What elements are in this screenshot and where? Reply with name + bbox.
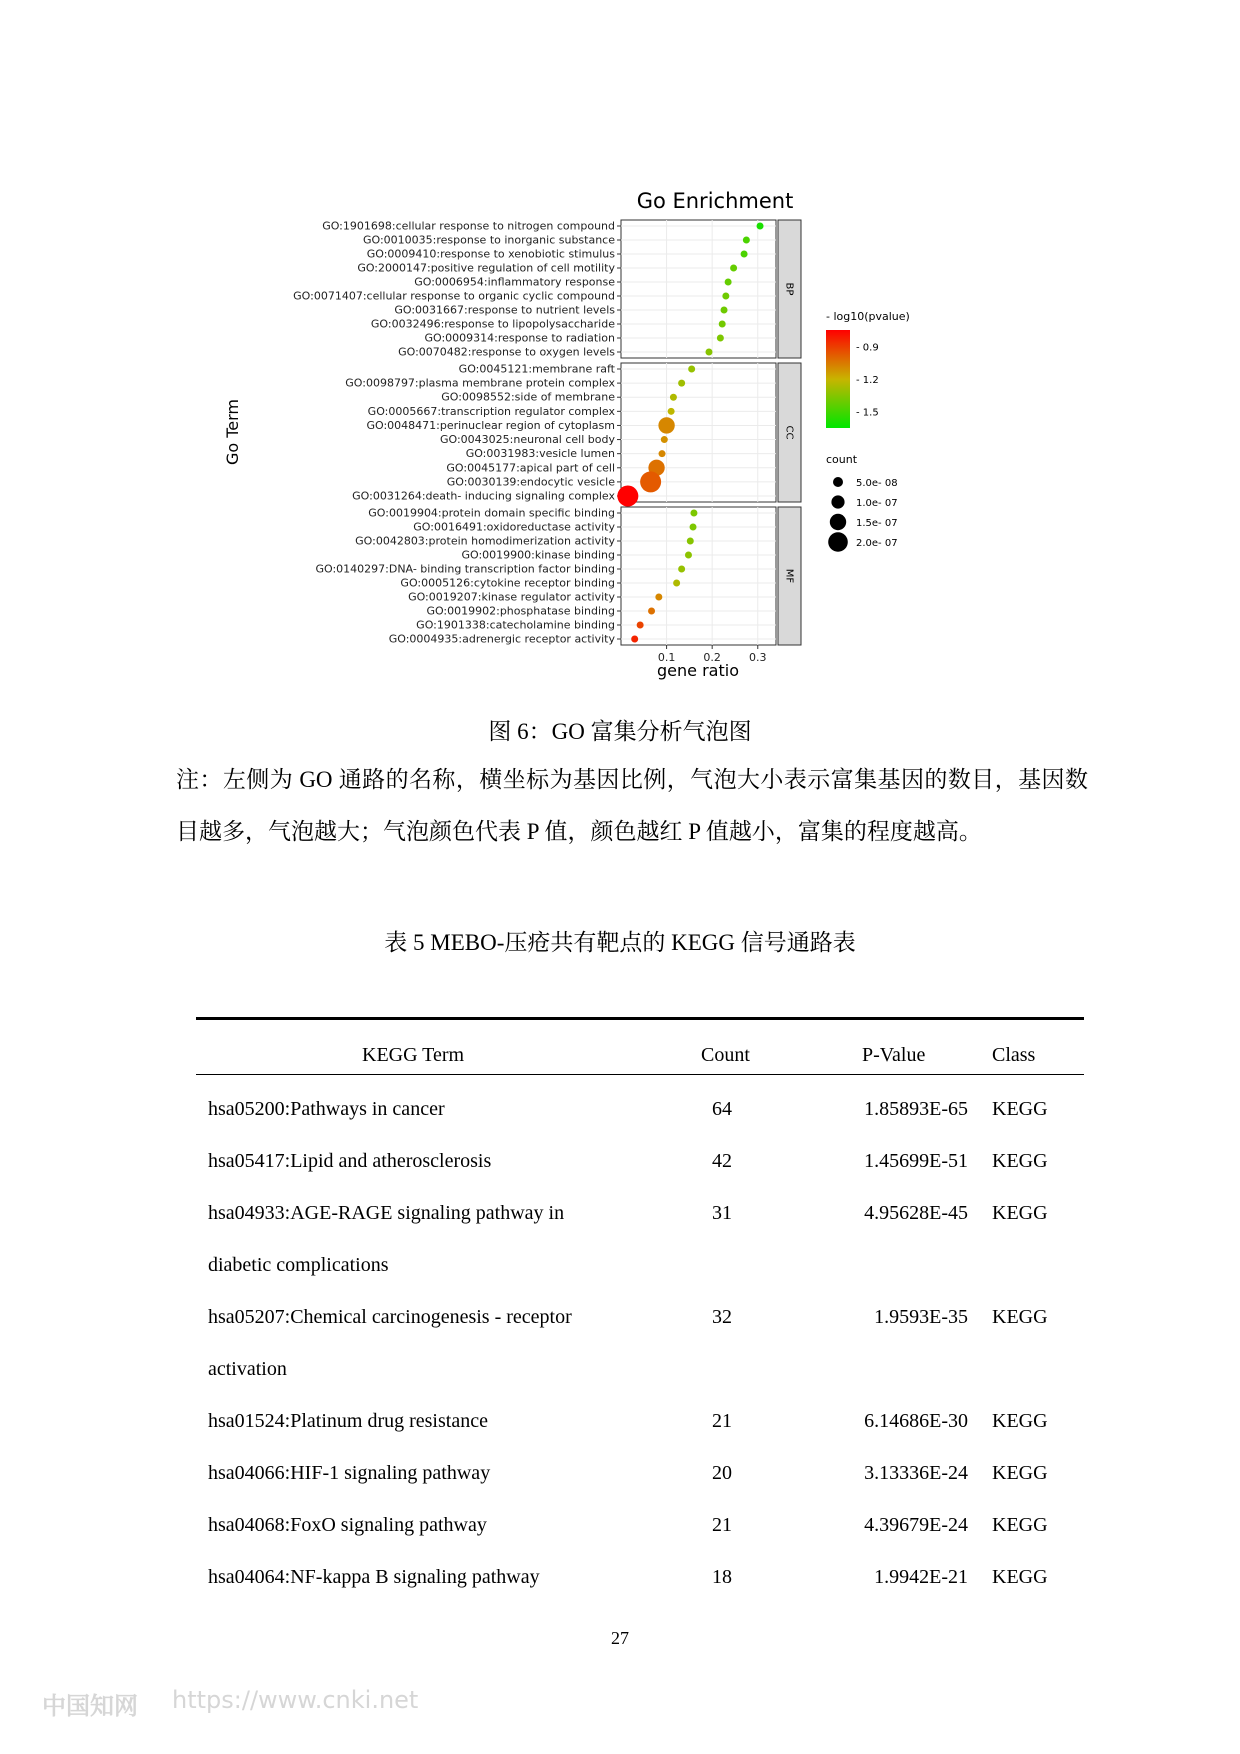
- table-cell-class: KEGG: [992, 1514, 1048, 1536]
- table-cell-pvalue: 6.14686E-30: [864, 1410, 968, 1432]
- bubble-point: [658, 417, 674, 433]
- facet-label: BP: [783, 282, 795, 296]
- bubble-point: [617, 486, 638, 507]
- table-cell-term: hsa05417:Lipid and atherosclerosis: [208, 1150, 492, 1172]
- table-cell-pvalue: 1.85893E-65: [864, 1098, 968, 1120]
- go-term-label: GO:0019904:protein domain specific binding: [368, 506, 615, 520]
- table-cell-term-cont: diabetic complications: [208, 1254, 389, 1276]
- bubble-point: [687, 538, 694, 545]
- bubble-point: [705, 349, 712, 356]
- table-cell-term: hsa04064:NF-kappa B signaling pathway: [208, 1566, 540, 1588]
- go-term-label: GO:0016491:oxidoreductase activity: [413, 520, 615, 534]
- page-number: 27: [611, 1628, 629, 1648]
- table-top-rule: [196, 1017, 1084, 1020]
- go-term-label: GO:0019900:kinase binding: [461, 548, 615, 562]
- x-tick-label: 0.1: [657, 651, 676, 664]
- bubble-point: [631, 636, 638, 643]
- go-term-label: GO:0140297:DNA- binding transcription factor binding: [315, 562, 615, 576]
- watermark-url: https://www.cnki.net: [172, 1686, 419, 1714]
- go-term-label: GO:0019902:phosphatase binding: [426, 604, 615, 618]
- bubble-point: [673, 580, 680, 587]
- bubble-point: [685, 552, 692, 559]
- size-legend-point: [828, 532, 848, 552]
- table-cell-count: 20: [712, 1462, 732, 1484]
- x-tick-label: 0.3: [749, 651, 767, 664]
- color-legend-bar: [826, 330, 850, 428]
- color-legend-tick: - 1.2: [856, 375, 879, 386]
- go-term-label: GO:0098797:plasma membrane protein complex: [345, 376, 615, 390]
- table-title: 表 5 MEBO-压疮共有靶点的 KEGG 信号通路表: [384, 930, 856, 955]
- table-cell-term: hsa01524:Platinum drug resistance: [208, 1410, 488, 1432]
- table-cell-count: 32: [712, 1306, 732, 1328]
- bubble-point: [637, 622, 644, 629]
- figure-note: 注：左侧为 GO 通路的名称，横坐标为基因比例，气泡大小表示富集基因的数目，基因数目越多，气泡越大；气泡颜色代表 P 值，颜色越红 P 值越小，富集的程度越高。: [176, 767, 1088, 844]
- table-cell-term: hsa04068:FoxO signaling pathway: [208, 1514, 487, 1536]
- size-legend-point: [830, 514, 846, 530]
- bubble-point: [757, 223, 764, 230]
- color-legend-tick: - 1.5: [856, 407, 879, 419]
- facet-label: MF: [783, 568, 795, 584]
- color-legend-title: - log10(pvalue): [826, 310, 910, 323]
- go-term-label: GO:0098552:side of membrane: [441, 390, 615, 404]
- size-legend-label: 2.0e- 07: [856, 538, 898, 549]
- go-term-label: GO:1901338:catecholamine binding: [416, 618, 615, 632]
- go-term-label: GO:0045177:apical part of cell: [446, 461, 615, 475]
- table-cell-class: KEGG: [992, 1566, 1048, 1588]
- table-cell-count: 31: [712, 1202, 732, 1224]
- go-term-label: GO:0006954:inflammatory response: [414, 275, 615, 289]
- table-cell-term: hsa04066:HIF-1 signaling pathway: [208, 1462, 491, 1484]
- table-header-rule: [196, 1074, 1084, 1075]
- go-term-label: GO:0043025:neuronal cell body: [439, 433, 615, 447]
- go-term-label: GO:0009410:response to xenobiotic stimulus: [366, 247, 615, 261]
- table-cell-pvalue: 1.9593E-35: [874, 1306, 968, 1328]
- table-cell-count: 18: [712, 1566, 732, 1588]
- table-cell-pvalue: 3.13336E-24: [864, 1462, 968, 1484]
- go-enrichment-bubble-chart: [0, 0, 1240, 690]
- go-term-label: GO:0031983:vesicle lumen: [465, 447, 615, 461]
- go-term-label: GO:0009314:response to radiation: [424, 331, 615, 345]
- table-cell-class: KEGG: [992, 1202, 1048, 1224]
- bubble-point: [719, 321, 726, 328]
- table-cell-class: KEGG: [992, 1306, 1048, 1328]
- size-legend-title: count: [826, 453, 858, 466]
- bubble-point: [730, 265, 737, 272]
- go-term-label: GO:0045121:membrane raft: [458, 362, 615, 376]
- table-cell-pvalue: 4.95628E-45: [864, 1202, 968, 1224]
- size-legend-label: 1.5e- 07: [856, 518, 898, 529]
- watermark-brand: 中国知网: [42, 1692, 138, 1720]
- table-cell-count: 42: [712, 1150, 732, 1172]
- go-term-label: GO:0010035:response to inorganic substance: [362, 233, 615, 247]
- table-cell-count: 21: [712, 1514, 732, 1536]
- go-term-label: GO:0071407:cellular response to organic cyclic compound: [293, 289, 615, 303]
- table-cell-pvalue: 1.45699E-51: [864, 1150, 968, 1172]
- bubble-point: [688, 366, 695, 373]
- bubble-point: [670, 394, 677, 401]
- bubble-point: [678, 566, 685, 573]
- header-kegg-term: KEGG Term: [362, 1044, 465, 1066]
- go-term-label: GO:0042803:protein homodimerization activity: [355, 534, 615, 548]
- table-cell-term-cont: activation: [208, 1358, 287, 1380]
- bubble-point: [721, 307, 728, 314]
- bubble-point: [690, 524, 697, 531]
- table-cell-term: hsa04933:AGE-RAGE signaling pathway in: [208, 1202, 565, 1224]
- bubble-point: [690, 510, 697, 517]
- go-term-label: GO:2000147:positive regulation of cell motility: [357, 261, 615, 275]
- go-term-label: GO:0031667:response to nutrient levels: [394, 303, 615, 317]
- facet-panel-bp: [621, 220, 776, 358]
- size-legend-point: [831, 495, 844, 508]
- bubble-point: [668, 408, 675, 415]
- chart-title: Go Enrichment: [636, 189, 794, 213]
- table-cell-class: KEGG: [992, 1150, 1048, 1172]
- table-cell-pvalue: 1.9942E-21: [874, 1566, 968, 1588]
- header-class: Class: [992, 1044, 1036, 1066]
- go-term-label: GO:0019207:kinase regulator activity: [408, 590, 615, 604]
- table-cell-term: hsa05207:Chemical carcinogenesis - receptor: [208, 1306, 572, 1328]
- bubble-point: [722, 293, 729, 300]
- size-legend-label: 1.0e- 07: [856, 498, 898, 509]
- go-term-label: GO:0005667:transcription regulator complex: [367, 404, 615, 418]
- bubble-point: [717, 335, 724, 342]
- go-term-label: GO:0005126:cytokine receptor binding: [400, 576, 615, 590]
- go-term-label: GO:0048471:perinuclear region of cytoplasm: [366, 418, 615, 432]
- x-axis-label: gene ratio: [657, 661, 739, 680]
- table-cell-pvalue: 4.39679E-24: [864, 1514, 968, 1536]
- facet-panel-mf: [621, 507, 776, 645]
- go-term-label: GO:0032496:response to lipopolysaccharide: [370, 317, 615, 331]
- table-cell-count: 21: [712, 1410, 732, 1432]
- color-legend-tick: - 0.9: [856, 342, 879, 354]
- go-term-label: GO:0030139:endocytic vesicle: [446, 475, 615, 489]
- header-pvalue: P-Value: [862, 1044, 926, 1066]
- y-axis-label: Go Term: [223, 398, 242, 466]
- bubble-point: [659, 450, 666, 457]
- bubble-point: [661, 436, 668, 443]
- bubble-point: [743, 237, 750, 244]
- go-term-label: GO:0031264:death- inducing signaling complex: [352, 489, 615, 503]
- x-tick-label: 0.2: [703, 651, 721, 664]
- size-legend-label: 5.0e- 08: [856, 478, 898, 489]
- go-term-label: GO:0070482:response to oxygen levels: [398, 345, 615, 359]
- size-legend-point: [833, 477, 843, 487]
- bubble-point: [678, 380, 685, 387]
- table-cell-class: KEGG: [992, 1410, 1048, 1432]
- bubble-point: [655, 594, 662, 601]
- header-count: Count: [701, 1044, 750, 1066]
- bubble-point: [741, 251, 748, 258]
- table-cell-count: 64: [712, 1098, 732, 1120]
- bubble-point: [640, 471, 661, 492]
- table-cell-term: hsa05200:Pathways in cancer: [208, 1098, 445, 1120]
- table-cell-class: KEGG: [992, 1098, 1048, 1120]
- figure-caption: 图 6：GO 富集分析气泡图: [488, 719, 752, 744]
- go-term-label: GO:0004935:adrenergic receptor activity: [388, 632, 615, 646]
- table-cell-class: KEGG: [992, 1462, 1048, 1484]
- facet-label: CC: [783, 425, 795, 440]
- bubble-point: [648, 608, 655, 615]
- go-term-label: GO:1901698:cellular response to nitrogen compound: [322, 219, 615, 233]
- bubble-point: [725, 279, 732, 286]
